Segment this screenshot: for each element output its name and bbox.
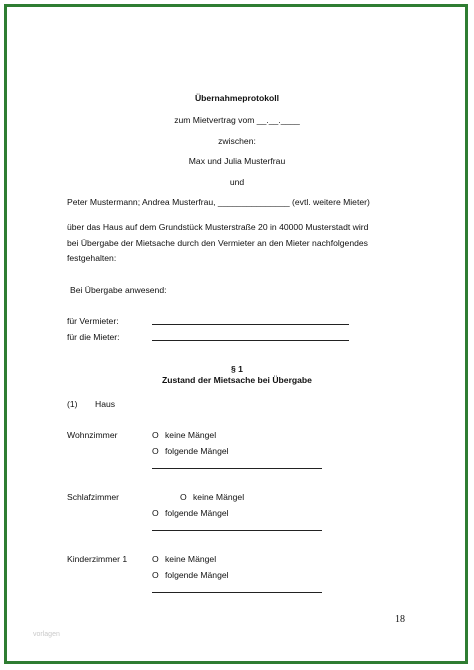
defects-input-line[interactable] xyxy=(152,592,322,593)
room-name-wohnzimmer: Wohnzimmer xyxy=(67,430,118,440)
option-defects: folgende Mängel xyxy=(165,508,229,518)
option-defects: folgende Mängel xyxy=(165,570,229,580)
and-label: und xyxy=(229,177,245,187)
intro-line-1: über das Haus auf dem Grundstück Musterstraße 20 in 40000 Musterstadt wird xyxy=(67,222,369,232)
checkbox-icon[interactable]: O xyxy=(152,570,159,580)
checkbox-icon[interactable]: O xyxy=(180,492,187,502)
option-no-defects: keine Mängel xyxy=(165,430,217,440)
defects-input-line[interactable] xyxy=(152,468,322,469)
option-no-defects: keine Mängel xyxy=(165,554,217,564)
option-no-defects: keine Mängel xyxy=(193,492,245,502)
tenant-label: für die Mieter: xyxy=(67,332,120,342)
room-name-kinderzimmer-1: Kinderzimmer 1 xyxy=(67,554,128,564)
checkbox-icon[interactable]: O xyxy=(152,508,159,518)
between-label: zwischen: xyxy=(218,136,256,146)
subsection-label: Haus xyxy=(95,399,116,409)
tenants-line: Peter Mustermann; Andrea Musterfrau, _______________ (evtl. weitere Mieter) xyxy=(67,197,370,207)
tenant-signature-line[interactable] xyxy=(152,340,349,341)
intro-line-3: festgehalten: xyxy=(67,253,117,263)
landlord-signature-line[interactable] xyxy=(152,324,349,325)
checkbox-icon[interactable]: O xyxy=(152,446,159,456)
attendance-label: Bei Übergabe anwesend: xyxy=(70,285,167,295)
page-number: 18 xyxy=(395,614,405,625)
document-title: Übernahmeprotokoll xyxy=(194,93,280,103)
section-title: Zustand der Mietsache bei Übergabe xyxy=(162,375,312,385)
subsection-number: (1) xyxy=(67,399,78,409)
checkbox-icon[interactable]: O xyxy=(152,554,159,564)
intro-line-2: bei Übergabe der Mietsache durch den Vermieter an den Mieter nachfolgendes xyxy=(67,238,368,248)
section-number: § 1 xyxy=(231,364,243,374)
landlord-label: für Vermieter: xyxy=(67,316,119,326)
room-name-schlafzimmer: Schlafzimmer xyxy=(67,492,120,502)
contract-line: zum Mietvertrag vom __.__.____ xyxy=(174,115,300,125)
defects-input-line[interactable] xyxy=(152,530,322,531)
checkbox-icon[interactable]: O xyxy=(152,430,159,440)
option-defects: folgende Mängel xyxy=(165,446,229,456)
landlords-names: Max und Julia Musterfrau xyxy=(188,156,286,166)
watermark: vorlagen xyxy=(33,631,60,638)
